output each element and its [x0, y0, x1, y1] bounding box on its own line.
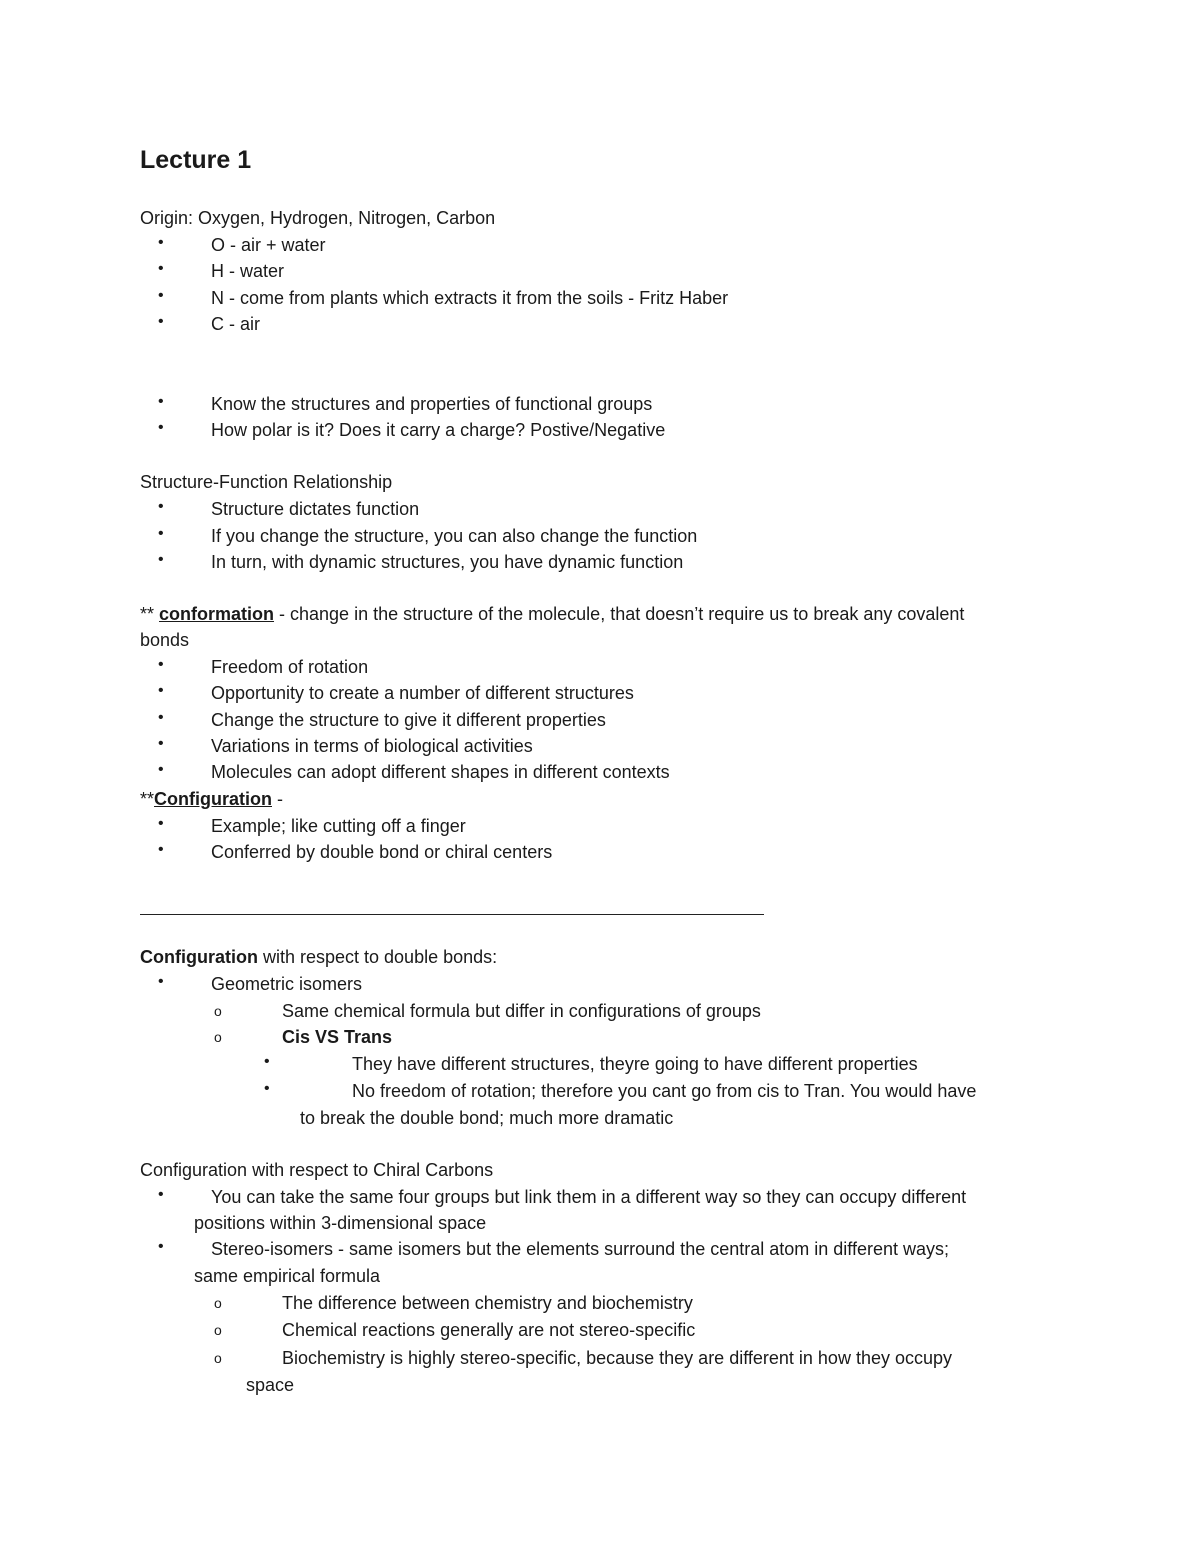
double-bonds-sub-item: Cis VS Trans [282, 1027, 393, 1047]
chiral-sub-item: The difference between chemistry and biochemistry [282, 1293, 693, 1313]
bullet-icon: • [158, 234, 164, 251]
configuration-suffix: - [272, 789, 283, 809]
structure-function-item: Structure dictates function [211, 499, 420, 519]
bullet-icon: • [158, 498, 164, 515]
origin-item: H - water [211, 261, 285, 281]
bullet-icon: • [264, 1080, 270, 1097]
conformation-item: Freedom of rotation [211, 657, 369, 677]
bullet-icon: • [158, 841, 164, 858]
bullet-icon: • [158, 393, 164, 410]
double-bonds-heading-rest: with respect to double bonds: [257, 947, 498, 967]
double-bonds-subsub-continuation: to break the double bond; much more dramatic [300, 1108, 674, 1128]
bullet-icon: • [158, 709, 164, 726]
origin-heading: Origin: Oxygen, Hydrogen, Nitrogen, Carbon [140, 208, 496, 228]
conformation-prefix: ** [140, 604, 160, 624]
bullet-icon: • [158, 419, 164, 436]
structure-function-heading: Structure-Function Relationship [140, 472, 393, 492]
double-bonds-sub-item: Same chemical formula but differ in configurations of groups [282, 1001, 761, 1021]
bullet-icon: • [158, 682, 164, 699]
conformation-item: Change the structure to give it different properties [211, 710, 606, 730]
origin-item: N - come from plants which extracts it from the soils - Fritz Haber [211, 288, 729, 308]
conformation-item: Variations in terms of biological activities [211, 736, 533, 756]
conformation-definition [140, 603, 964, 625]
configuration-term: Configuration [154, 789, 272, 809]
chiral-item-continuation: same empirical formula [194, 1266, 381, 1286]
bullet-icon: • [158, 1186, 164, 1203]
double-bonds-subsub-item: They have different structures, theyre going to have different properties [352, 1054, 918, 1074]
configuration-prefix: ** [140, 789, 155, 809]
configuration-item: Conferred by double bond or chiral centers [211, 842, 553, 862]
structure-function-item: In turn, with dynamic structures, you have dynamic function [211, 552, 684, 572]
chiral-sub-item: Biochemistry is highly stereo-specific, because they are different in how they occupy [282, 1348, 952, 1368]
bullet-icon: • [158, 973, 164, 990]
bullet-icon: • [158, 1238, 164, 1255]
structure-function-item: If you change the structure, you can also change the function [211, 526, 698, 546]
bullet-icon: • [158, 761, 164, 778]
bullet-icon: • [158, 260, 164, 277]
circle-bullet-icon: o [214, 1322, 222, 1338]
origin-item: O - air + water [211, 235, 326, 255]
conformation-continuation: bonds [140, 630, 190, 650]
bullet-icon: • [158, 656, 164, 673]
double-bonds-subsub-item: No freedom of rotation; therefore you cant go from cis to Tran. You would have [352, 1081, 977, 1101]
chiral-item: You can take the same four groups but link them in a different way so they can occupy different [211, 1187, 967, 1207]
bullet-icon: • [158, 525, 164, 542]
circle-bullet-icon: o [214, 1295, 222, 1311]
bullet-icon: • [158, 815, 164, 832]
conformation-item: Opportunity to create a number of different structures [211, 683, 634, 703]
circle-bullet-icon: o [214, 1029, 222, 1045]
chiral-item-continuation: positions within 3-dimensional space [194, 1213, 487, 1233]
bullet-icon: • [158, 313, 164, 330]
circle-bullet-icon: o [214, 1350, 222, 1366]
double-bonds-heading-bold: Configuration [140, 947, 258, 967]
page-title: Lecture 1 [140, 146, 252, 174]
chiral-sub-continuation: space [246, 1375, 295, 1395]
double-bonds-heading [140, 946, 497, 968]
bullet-icon: • [158, 735, 164, 752]
origin-item: C - air [211, 314, 260, 334]
horizontal-divider [140, 914, 764, 915]
chiral-heading: Configuration with respect to Chiral Carbons [140, 1160, 494, 1180]
bullet-icon: • [264, 1053, 270, 1070]
conformation-term: conformation [159, 604, 275, 624]
chiral-sub-item: Chemical reactions generally are not stereo-specific [282, 1320, 696, 1340]
conformation-definition-text: - change in the structure of the molecule, that doesn’t require us to break any covalent [274, 604, 965, 624]
bullet-icon: • [158, 287, 164, 304]
bullet-icon: • [158, 551, 164, 568]
configuration-definition [140, 788, 283, 810]
circle-bullet-icon: o [214, 1003, 222, 1019]
double-bonds-item: Geometric isomers [211, 974, 363, 994]
configuration-item: Example; like cutting off a finger [211, 816, 466, 836]
functional-item: How polar is it? Does it carry a charge? Postive/Negative [211, 420, 666, 440]
chiral-item: Stereo-isomers - same isomers but the elements surround the central atom in different ways; [211, 1239, 949, 1259]
conformation-item: Molecules can adopt different shapes in different contexts [211, 762, 670, 782]
functional-item: Know the structures and properties of functional groups [211, 394, 653, 414]
